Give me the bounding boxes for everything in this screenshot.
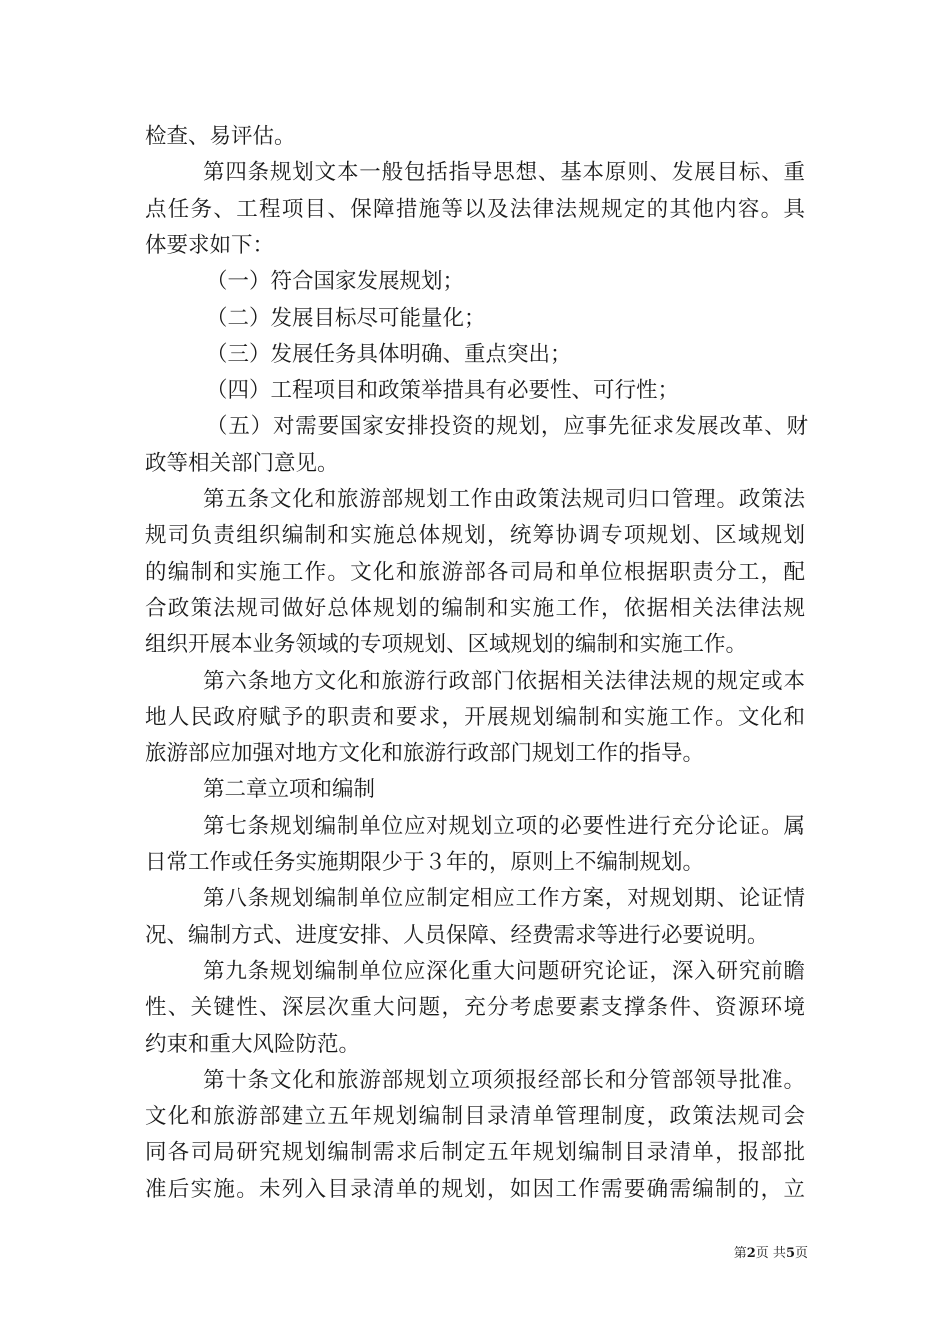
text-line: 同各司局研究规划编制需求后制定五年规划编制目录清单，报部批 (145, 1140, 805, 1166)
footer-suffix: 页 (794, 1246, 808, 1261)
text-line: 约束和重大风险防范。 (145, 1031, 361, 1057)
text-line: （一）符合国家发展规划； (206, 269, 465, 295)
page-footer (700, 1244, 808, 1264)
text-line: 况、编制方式、进度安排、人员保障、经费需求等进行必要说明。 (145, 922, 769, 948)
total-page-number: 5 (785, 1246, 795, 1261)
text-line: （二）发展目标尽可能量化； (206, 305, 486, 331)
text-line: 第九条规划编制单位应深化重大问题研究论证，深入研究前瞻 (203, 958, 805, 984)
text-line: 的编制和实施工作。文化和旅游部各司局和单位根据职责分工，配 (145, 559, 805, 585)
current-page-number: 2 (746, 1246, 756, 1261)
text-line: 第六条地方文化和旅游行政部门依据相关法律法规的规定或本 (203, 668, 805, 694)
text-line: 旅游部应加强对地方文化和旅游行政部门规划工作的指导。 (145, 741, 705, 767)
text-line: 第五条文化和旅游部规划工作由政策法规司归口管理。政策法 (203, 487, 805, 512)
text-line: 日常工作或任务实施期限少于３年的，原则上不编制规划。 (145, 850, 705, 875)
text-line: 点任务、工程项目、保障措施等以及法律法规规定的其他内容。具 (145, 196, 805, 222)
text-line: （四）工程项目和政策举措具有必要性、可行性； (206, 378, 680, 404)
text-line: （五）对需要国家安排投资的规划，应事先征求发展改革、财 (206, 414, 808, 440)
footer-prefix: 第 (733, 1246, 747, 1261)
text-line: 检查、易评估。 (145, 124, 296, 149)
text-line: 文化和旅游部建立五年规划编制目录清单管理制度，政策法规司会 (145, 1104, 805, 1130)
text-line: 第二章立项和编制 (203, 777, 376, 803)
text-line: 规司负责组织编制和实施总体规划，统筹协调专项规划、区域规划 (145, 523, 805, 549)
text-line: 组织开展本业务领域的专项规划、区域规划的编制和实施工作。 (145, 632, 748, 658)
text-line: 第八条规划编制单位应制定相应工作方案，对规划期、论证情 (203, 886, 805, 912)
text-line: 地人民政府赋予的职责和要求，开展规划编制和实施工作。文化和 (145, 704, 805, 730)
text-line: 体要求如下： (145, 232, 275, 258)
text-line: 性、关键性、深层次重大问题，充分考虑要素支撑条件、资源环境 (145, 995, 805, 1021)
text-line: （三）发展任务具体明确、重点突出； (206, 341, 572, 367)
text-line: 第十条文化和旅游部规划立项须报经部长和分管部领导批准。 (203, 1067, 805, 1093)
text-line: 合政策法规司做好总体规划的编制和实施工作，依据相关法律法规 (145, 595, 805, 621)
text-line: 第四条规划文本一般包括指导思想、基本原则、发展目标、重 (203, 160, 805, 186)
footer-middle: 页 共 (755, 1246, 786, 1261)
text-line: 准后实施。未列入目录清单的规划，如因工作需要确需编制的，立 (145, 1176, 805, 1202)
text-line: 政等相关部门意见。 (145, 450, 339, 476)
text-line: 第七条规划编制单位应对规划立项的必要性进行充分论证。属 (203, 813, 805, 839)
